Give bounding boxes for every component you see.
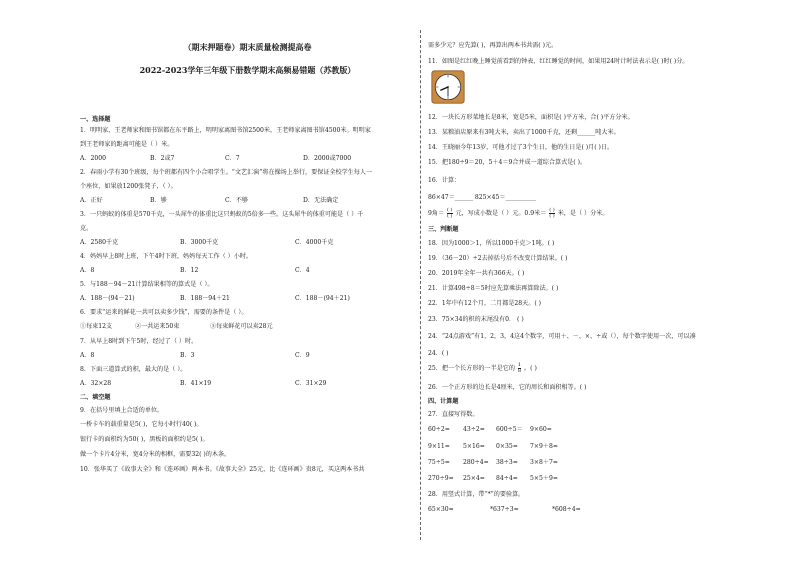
q1-text-cont: 到王老师家的距离可能是（ ）米。 [80, 141, 174, 148]
q1-option-c[interactable]: C．7 [225, 155, 240, 162]
q8-option-b[interactable]: B．41×19 [180, 380, 212, 387]
q27-text: 27．直接写得数。 [428, 411, 479, 418]
section-calc-heading: 四、计算题 [428, 398, 459, 405]
q3-text: 3．一只蚂蚁的体重是570千克，一头犀牛的体重比这只蚂蚁的5倍多一些。这头犀牛的体重可能是（ ）千 [80, 211, 364, 218]
q9-line-b[interactable]: 银行卡的面积约为50( )，黑板的面积约是5( )。 [80, 436, 209, 443]
q5-option-a[interactable]: A．188－(94－21) [80, 295, 135, 302]
q17-fraction-2-numerator: ( ) [549, 207, 555, 213]
q17-part-b: 元，写成小数是（ ）元。0.9米＝ [455, 210, 547, 217]
q25-fraction-numerator: 1 [517, 362, 522, 368]
exam-title-line2: 2022-2023学年三年级下册数学期末高频易错题（苏教版） [139, 65, 356, 75]
calc-cell[interactable]: 3×8＋7= [530, 459, 558, 466]
q6-condition-2[interactable]: ②一共运来50束 [135, 323, 180, 330]
q17-part-a: 9角＝ [428, 210, 445, 217]
q3-options [80, 239, 333, 246]
q2-text: 2．春雨小学有30个班级，每个班都有四个小合唱学生。“文艺汇演”将在操场上举行，要保证全校学生每人一 [80, 169, 373, 176]
q24-text-cont[interactable]: 24．( ) [428, 350, 449, 357]
q8-options [80, 380, 326, 387]
calc-cell[interactable]: 75÷5= [428, 459, 450, 466]
q3-text-cont: 克。 [80, 225, 93, 232]
q2-option-a[interactable]: A．正好 [80, 197, 103, 204]
q2-options [80, 197, 338, 204]
q5-text: 5．与188－94－21计算结果相等的算式是（ ）。 [80, 281, 214, 288]
q28-items [428, 506, 581, 513]
q1-text: 1．明明家、王老师家和图书馆都在东平路上，明明家离图书馆2500米，王老师家离图书馆4500米。明明家 [80, 127, 371, 134]
q1-option-b[interactable]: B．2或7 [150, 155, 175, 162]
q8-option-c[interactable]: C．31×29 [295, 380, 327, 387]
q17-fraction-1[interactable] [447, 208, 453, 219]
calc-cell[interactable]: 9×60= [530, 426, 552, 433]
q17-part-c: 米，是（ ）分米。 [557, 210, 609, 217]
q5-option-b[interactable]: B．188－94＋21 [180, 295, 230, 302]
right-column [428, 0, 728, 562]
calc-cell[interactable]: 280÷4= [463, 459, 489, 466]
q7-option-a[interactable]: A．8 [80, 352, 95, 359]
q5-option-c[interactable]: C．188－(94＋21) [295, 295, 350, 302]
calc-cell[interactable]: 5×5＋9= [530, 475, 558, 482]
q6-condition-1[interactable]: ①每束12支 [80, 323, 113, 330]
q18-text[interactable]: 18．因为1000＞1，所以1000千克＞1吨。( ) [428, 240, 555, 247]
exam-title-line1: （期末押题卷）期末质量检测提高卷 [183, 42, 312, 52]
calc-cell[interactable]: 60÷2= [428, 426, 450, 433]
q2-option-c[interactable]: C．不够 [225, 197, 248, 204]
q22-text[interactable]: 22．1年中有12个月，二月都是28天。( ) [428, 300, 542, 307]
q21-text[interactable]: 21．计算498÷8＝5时应先算乘法再算除法。( ) [428, 285, 559, 292]
q1-option-d[interactable]: D．2000或7000 [303, 155, 352, 162]
q3-option-a[interactable]: A．2580千克 [80, 239, 119, 246]
q10-text: 10．张华买了《故事大全》和《连环画》两本书。《故事大全》25元，比《连环画》贵8元，买这两本书共 [80, 466, 365, 473]
calc-cell[interactable]: 270÷9= [428, 475, 454, 482]
q14-text[interactable]: 14．王晓丽今年13岁，可他才过了3个生日，他的生日是( )月( )日。 [428, 144, 614, 151]
calc-cell[interactable]: 600÷5＝ [496, 426, 523, 433]
q9-text: 9．在括号里填上合适的单位。 [80, 407, 164, 414]
calc-cell[interactable]: 25×4= [463, 475, 485, 482]
calc-cell[interactable]: 7×9＋8= [530, 443, 558, 450]
q2-option-d[interactable]: D．无法确定 [303, 197, 339, 204]
q17-fraction-1-numerator: ( ) [447, 207, 453, 213]
left-column [80, 0, 415, 562]
q25-part-b: 。( ) [524, 365, 537, 372]
q4-options [80, 267, 310, 274]
q2-text-cont: 个座位，如果放1200张凳子，（ ）。 [80, 183, 177, 190]
q19-text[interactable]: 19．（36－20）÷2去掉括号后不改变计算结果。( ) [428, 255, 568, 262]
q25-fraction [518, 363, 521, 374]
q4-option-c[interactable]: C．4 [295, 267, 310, 274]
q8-option-a[interactable]: A．32×28 [80, 380, 112, 387]
q1-option-a[interactable]: A．2000 [80, 155, 107, 162]
q4-text: 4．妈妈早上8时上班，下午4时下班，妈妈每天工作（ ）小时。 [80, 253, 253, 260]
calc-cell[interactable]: 0×35= [496, 443, 518, 450]
q16-calculations[interactable]: 86×47＝______ 825×45＝__________ [428, 194, 536, 201]
q28-text: 28．用竖式计算，带“*”的要验算。 [428, 491, 525, 498]
section-fill-heading: 二、填空题 [80, 394, 111, 401]
section-choice-heading: 一、选择题 [80, 116, 111, 123]
q28-item-3[interactable]: *608÷4= [552, 506, 581, 513]
q17-text[interactable] [428, 208, 608, 220]
calc-cell[interactable]: 43÷2= [463, 426, 485, 433]
section-judge-heading: 三、判断题 [428, 226, 459, 233]
q24-text: 24．“24点游戏”有1，2，3，4这4个数字，可用＋、－、×、÷或（），每个数字使用一次，可以凑 [428, 333, 696, 340]
q8-text: 8．下面三道算式的积，最大的是（ ）。 [80, 366, 187, 373]
q9-line-a[interactable]: 一桥卡车的载重量是5( )，它每小时行40( )。 [80, 421, 203, 428]
q17-fraction-2[interactable] [549, 208, 555, 219]
calc-cell[interactable]: 9×11= [428, 443, 450, 450]
q20-text[interactable]: 20．2019年全年一共有366天。( ) [428, 270, 525, 277]
q4-option-b[interactable]: B．12 [180, 267, 199, 274]
q11-text[interactable]: 11．如图是红红晚上睡觉前看到的钟表，红红睡觉的时间，如果用24时计时法表示是( )时( )分。 [428, 58, 689, 65]
q26-text[interactable]: 26．一个正方形的边长是4厘米，它的周长和面积相等。( ) [428, 384, 587, 391]
q7-option-b[interactable]: B．3 [180, 352, 195, 359]
q9-line-c[interactable]: 做一个卡片4分米，宽4分米的相框，需要32( )的木条。 [80, 451, 231, 458]
q25-text[interactable] [428, 363, 537, 375]
q15-text[interactable]: 15．把180÷9＝20，5＋4＝9合并成一道综合算式是( )。 [428, 159, 587, 166]
q17-fraction-2-denominator: ( ) [549, 213, 555, 219]
clock-center [447, 86, 449, 88]
q6-text: 6．要求“运来的鲜花一共可以卖多少钱”，需要的条件是（ ）。 [80, 309, 248, 316]
q7-text: 7．从早上8时到下午5时，经过了（ ）时。 [80, 338, 198, 345]
q4-option-a[interactable]: A．8 [80, 267, 95, 274]
q28-item-1[interactable]: 65×30= [428, 506, 454, 513]
q23-text[interactable]: 23．75×34的积的末尾没有0． ( ) [428, 316, 524, 323]
q1-options [80, 155, 351, 162]
q7-options [80, 352, 310, 359]
q12-text[interactable]: 12．一块长方形菜地长是8米，宽是5米，面积是( )平方米，合( )平方分米。 [428, 114, 634, 121]
q6-options [80, 323, 273, 330]
calc-cell[interactable]: 38÷3= [496, 459, 518, 466]
clock-icon [431, 70, 465, 104]
q2-option-b[interactable]: B．够 [150, 197, 167, 204]
q10-text-cont[interactable]: 需多少元？应先算( )，再算出两本书共需( )元。 [428, 42, 558, 49]
q13-text[interactable]: 13．某粮油店原来有3吨大米，卖出了1000千克，还剩______吨大米。 [428, 129, 620, 136]
q17-fraction-1-denominator: ( ) [447, 213, 453, 219]
calc-cell[interactable]: 5×16= [463, 443, 485, 450]
q7-option-c[interactable]: C．9 [295, 352, 310, 359]
q25-fraction-denominator: 8 [517, 368, 522, 374]
calc-cell[interactable]: 84÷4= [496, 475, 518, 482]
q28-item-2[interactable]: *637÷3= [490, 506, 519, 513]
q3-option-c[interactable]: C．4000千克 [295, 239, 334, 246]
q3-option-b[interactable]: B．3000千克 [180, 239, 219, 246]
q25-part-a: 25．把一个长方形的一半是它的 [428, 365, 515, 372]
q5-options [80, 295, 350, 302]
column-divider [420, 30, 421, 540]
q16-text: 16．计算： [428, 177, 461, 184]
q6-condition-3[interactable]: ③每束鲜花可以卖28元 [210, 323, 273, 330]
